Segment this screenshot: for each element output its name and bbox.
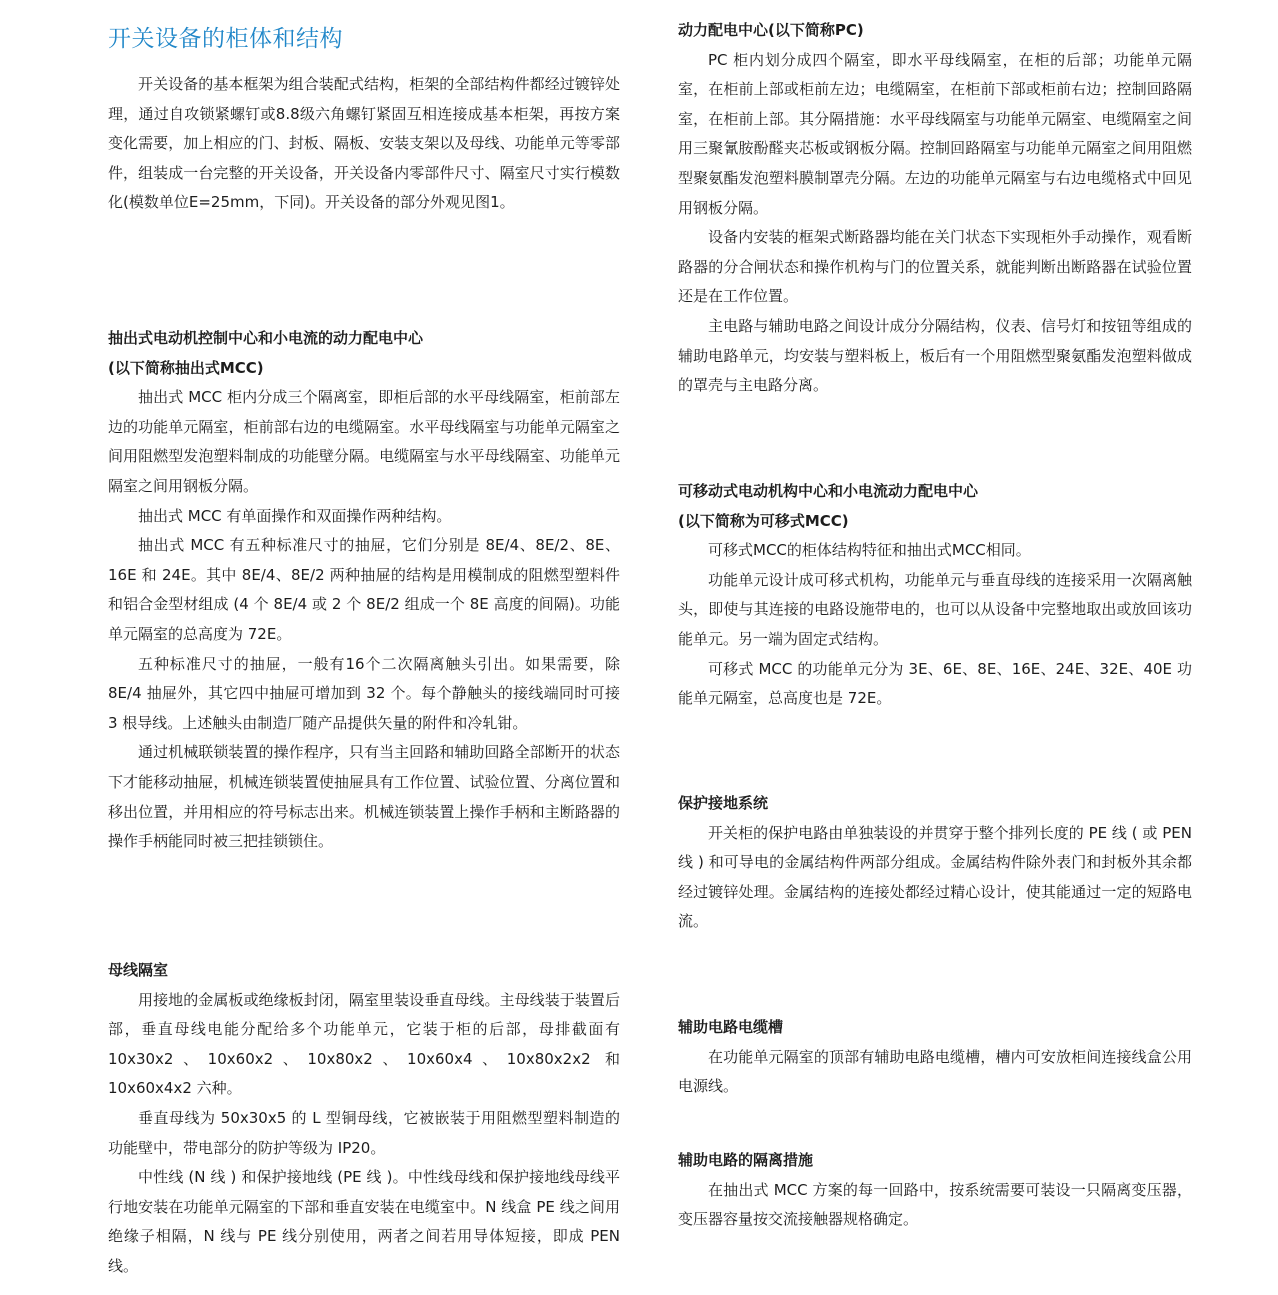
grounding-heading: 保护接地系统 bbox=[678, 794, 769, 812]
movable-mcc-subheading: (以下简称为可移式MCC) bbox=[678, 511, 849, 530]
aux-tray-paragraph: 在功能单元隔室的顶部有辅助电路电缆槽，槽内可安放柜间连接线盒公用电源线。 bbox=[678, 1047, 1192, 1096]
page-title: 开关设备的柜体和结构 bbox=[108, 26, 343, 52]
pc-paragraph-3: 主电路与辅助电路之间设计成分分隔结构，仪表、信号灯和按钮等组成的辅助电路单元，均安装与塑料板上，板后有一个用阻燃型聚氨酯发泡塑料做成的罩壳与主电路分离。 bbox=[678, 316, 1192, 395]
mcc-paragraph-5: 通过机械联锁装置的操作程序，只有当主回路和辅助回路全部断开的状态下才能移动抽屉，机械连锁装置使抽屉具有工作位置、试验位置、分离位置和移出位置，并用相应的符号标志出来。机械连锁装置上操作手柄和主断路器的操作手柄能同时被三把挂锁锁住。 bbox=[108, 743, 620, 851]
movable-mcc-section bbox=[678, 477, 1192, 714]
intro-section bbox=[108, 70, 620, 218]
aux-tray-section bbox=[678, 1013, 1192, 1102]
mcc-paragraph-2: 抽出式 MCC 有单面操作和双面操作两种结构。 bbox=[138, 506, 452, 525]
busbar-heading: 母线隔室 bbox=[108, 961, 169, 979]
grounding-section bbox=[678, 789, 1192, 937]
mcc-paragraph-4: 五种标准尺寸的抽屉，一般有16个二次隔离触头引出。如果需要，除 8E/4 抽屉外，其它四中抽屉可增加到 32 个。每个静触头的接线端同时可接 3 根导线。上述触头由制造厂随产品提供矢量的附件和冷轧钳。 bbox=[108, 654, 620, 732]
pc-section bbox=[678, 16, 1192, 401]
pc-paragraph-2: 设备内安装的框架式断路器均能在关门状态下实现柜外手动操作，观看断路器的分合闸状态和操作机构与门的位置关系，就能判断出断路器在试验位置还是在工作位置。 bbox=[678, 228, 1192, 306]
mcc-section bbox=[108, 324, 620, 857]
grounding-paragraph: 开关柜的保护电路由单独装设的并贯穿于整个排列长度的 PE 线 ( 或 PEN 线 ) 和可导电的金属结构件两部分组成。金属结构件除外表门和封板外其余都经过镀锌处理。金属结构的连接处都经过精心设计，使其能通过一定的短路电流。 bbox=[678, 823, 1192, 931]
busbar-paragraph-3: 中性线 (N 线 ) 和保护接地线 (PE 线 )。中性线母线和保护接地线母线平行地安装在功能单元隔室的下部和垂直安装在电缆室中。N 线盒 PE 线之间用绝缘子相隔，N 线与 PE 线分别使用，两者之间若用导体短接，即成 PEN 线。 bbox=[108, 1168, 620, 1275]
aux-isolation-section bbox=[678, 1146, 1192, 1235]
pc-paragraph-1: PC 柜内划分成四个隔室，即水平母线隔室，在柜的后部；功能单元隔室，在柜前上部或柜前左边；电缆隔室，在柜前下部或柜前右边；控制回路隔室，在柜前上部。其分隔措施：水平母线隔室与功能单元隔室、电缆隔室之间用三聚氰胺酚醛夹芯板或钢板分隔。控制回路隔室与功能单元隔室之间用阻燃型聚氨酯发泡塑料膜制罩壳分隔。左边的功能单元隔室与右边电缆格式中回见用钢板分隔。 bbox=[678, 50, 1192, 217]
mcc-subheading: (以下简称抽出式MCC) bbox=[108, 358, 264, 377]
movable-mcc-heading: 可移动式电动机构中心和小电流动力配电中心 bbox=[678, 482, 979, 500]
mcc-paragraph-1: 抽出式 MCC 柜内分成三个隔离室，即柜后部的水平母线隔室，柜前部左边的功能单元隔室，柜前部右边的电缆隔室。水平母线隔室与功能单元隔室之间用阻燃型发泡塑料制成的功能壁分隔。电缆隔室与水平母线隔室、功能单元隔室之间用钢板分隔。 bbox=[108, 388, 620, 495]
mcc-heading: 抽出式电动机控制中心和小电流的动力配电中心 bbox=[108, 329, 424, 347]
busbar-section bbox=[108, 956, 620, 1282]
aux-tray-heading: 辅助电路电缆槽 bbox=[678, 1018, 784, 1036]
pc-heading: 动力配电中心(以下简称PC) bbox=[678, 21, 864, 39]
movable-mcc-paragraph-2: 功能单元设计成可移式机构，功能单元与垂直母线的连接采用一次隔离触头，即使与其连接的电路设施带电的，也可以从设备中完整地取出或放回该功能单元。另一端为固定式结构。 bbox=[678, 570, 1192, 648]
movable-mcc-paragraph-1: 可移式MCC的柜体结构特征和抽出式MCC相同。 bbox=[708, 541, 1031, 560]
mcc-paragraph-3: 抽出式 MCC 有五种标准尺寸的抽屉，它们分别是 8E/4、8E/2、8E、16E 和 24E。其中 8E/4、8E/2 两种抽屉的结构是用模制成的阻燃型塑料件和铝合金型材组成 (4 个 8E/4 或 2 个 8E/2 组成一个 8E 高度的间隔)。功能单元隔室的总高度为 72E。 bbox=[108, 536, 620, 643]
aux-isolation-heading: 辅助电路的隔离措施 bbox=[678, 1151, 814, 1169]
busbar-paragraph-1: 用接地的金属板或绝缘板封闭，隔室里装设垂直母线。主母线装于装置后部，垂直母线电能分配给多个功能单元，它装于柜的后部，母排截面有 10x30x2、10x60x2、10x80x2、10x60x4、10x80x2x2 和 10x60x4x2 六种。 bbox=[108, 990, 620, 1098]
busbar-paragraph-2: 垂直母线为 50x30x5 的 L 型铜母线，它被嵌装于用阻燃型塑料制造的功能壁中，带电部分的防护等级为 IP20。 bbox=[108, 1108, 620, 1157]
intro-paragraph: 开关设备的基本框架为组合装配式结构，柜架的全部结构件都经过镀锌处理，通过自攻锁紧螺钉或8.8级六角螺钉紧固互相连接成基本柜架，再按方案变化需要，加上相应的门、封板、隔板、安装支架以及母线、功能单元等零部件，组装成一台完整的开关设备，开关设备内零部件尺寸、隔室尺寸实行模数化(模数单位E=25mm，下同)。开关设备的部分外观见图1。 bbox=[108, 75, 620, 212]
movable-mcc-paragraph-3: 可移式 MCC 的功能单元分为 3E、6E、8E、16E、24E、32E、40E 功能单元隔室，总高度也是 72E。 bbox=[678, 659, 1192, 708]
aux-isolation-paragraph: 在抽出式 MCC 方案的每一回路中，按系统需要可装设一只隔离变压器，变压器容量按交流接触器规格确定。 bbox=[678, 1180, 1192, 1229]
